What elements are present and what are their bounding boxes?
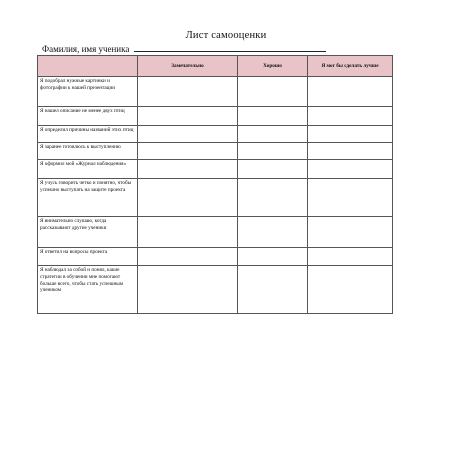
excellent-cell[interactable] [138, 143, 238, 160]
table-row [38, 266, 393, 314]
good-cell[interactable] [238, 266, 308, 314]
header-cell-good: Хорошо [238, 56, 308, 77]
student-name-blank [134, 43, 326, 52]
good-cell[interactable] [238, 77, 308, 107]
good-cell[interactable] [238, 107, 308, 126]
good-cell[interactable] [238, 179, 308, 217]
could-do-better-cell[interactable] [308, 179, 393, 217]
table-row [38, 217, 393, 248]
self-assessment-table [37, 55, 393, 314]
table-row [38, 126, 393, 143]
table-header-row [38, 56, 393, 77]
statement-cell: Я подобрал нужные картинки и фотографии к нашей презентации [38, 77, 138, 107]
could-do-better-cell[interactable] [308, 107, 393, 126]
could-do-better-cell[interactable] [308, 248, 393, 266]
statement-cell: Я нашел описание не менее двух птиц [38, 107, 138, 126]
excellent-cell[interactable] [138, 77, 238, 107]
excellent-cell[interactable] [138, 179, 238, 217]
statement-cell: Я ответил на вопросы проекта [38, 248, 138, 266]
document-title: Лист самооценки [185, 30, 267, 41]
could-do-better-cell[interactable] [308, 77, 393, 107]
statement-cell: Я определил причины названий этих птиц [38, 126, 138, 143]
table-row [38, 160, 393, 179]
could-do-better-cell[interactable] [308, 160, 393, 179]
table-row [38, 179, 393, 217]
statement-cell: Я учусь говорить четко и понятно, чтобы успешно выступать на защите проекта [38, 179, 138, 217]
statement-cell: Я внимательно слушаю, когда рассказывают другие ученики [38, 217, 138, 248]
good-cell[interactable] [238, 248, 308, 266]
excellent-cell[interactable] [138, 160, 238, 179]
statement-cell: Я наблюдал за собой и понял, какие стратегии в обучении мне помогают больше всего, чтобы стать успешным учеником [38, 266, 138, 314]
header-cell-statement [38, 56, 138, 77]
excellent-cell[interactable] [138, 126, 238, 143]
statement-cell: Я оформил мой «Журнал наблюдения» [38, 160, 138, 179]
good-cell[interactable] [238, 126, 308, 143]
table-row [38, 248, 393, 266]
student-name-line [42, 43, 326, 54]
good-cell[interactable] [238, 160, 308, 179]
could-do-better-cell[interactable] [308, 143, 393, 160]
student-name-label: Фамилия, имя ученика [42, 44, 130, 54]
could-do-better-cell[interactable] [308, 217, 393, 248]
excellent-cell[interactable] [138, 266, 238, 314]
could-do-better-cell[interactable] [308, 266, 393, 314]
table-row [38, 143, 393, 160]
good-cell[interactable] [238, 143, 308, 160]
good-cell[interactable] [238, 217, 308, 248]
table-row [38, 107, 393, 126]
could-do-better-cell[interactable] [308, 126, 393, 143]
table-row [38, 77, 393, 107]
header-cell-could-do-better: Я мог бы сделать лучше [308, 56, 393, 77]
statement-cell: Я заранее готовлюсь к выступлению [38, 143, 138, 160]
excellent-cell[interactable] [138, 248, 238, 266]
excellent-cell[interactable] [138, 107, 238, 126]
excellent-cell[interactable] [138, 217, 238, 248]
header-cell-excellent: Замечательно [138, 56, 238, 77]
